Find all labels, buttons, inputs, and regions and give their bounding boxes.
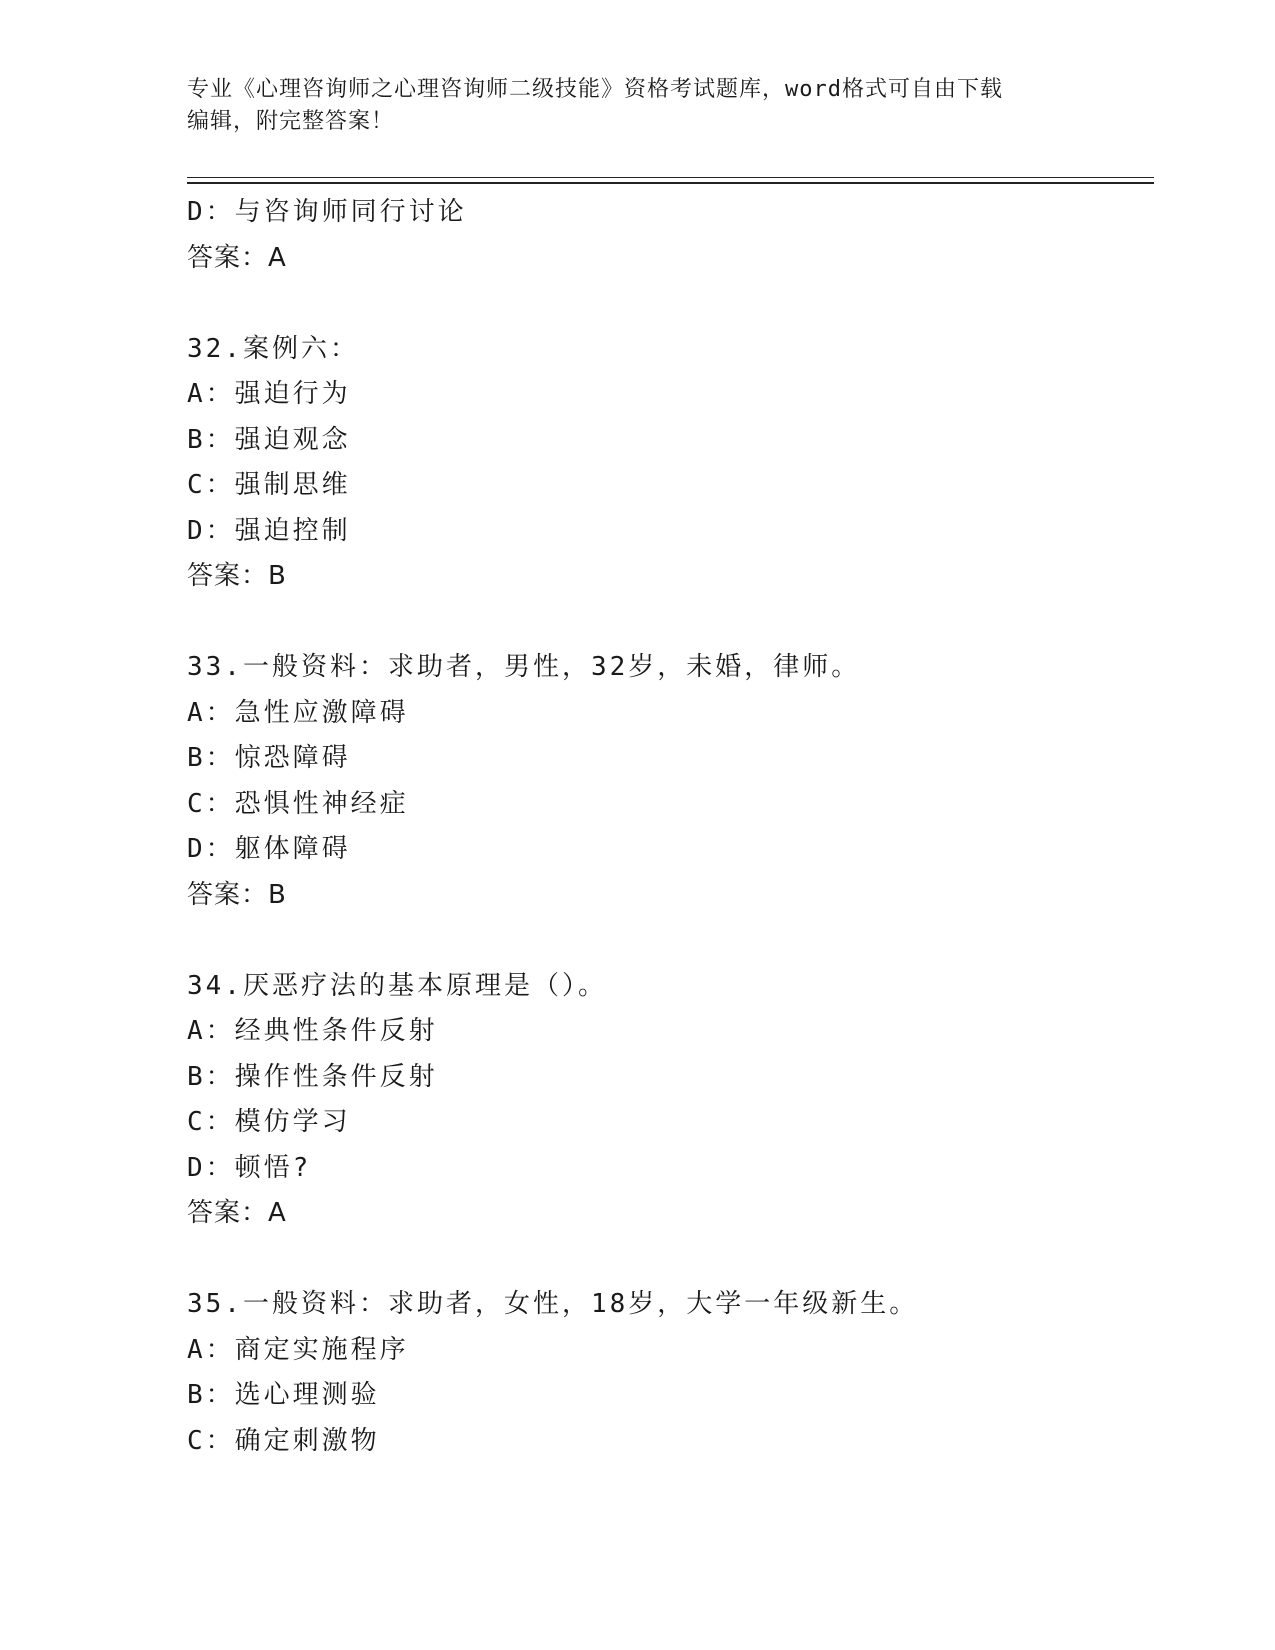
header-rule-thick — [187, 182, 1154, 184]
spacer — [187, 600, 1147, 646]
answer-line: 答案：A — [187, 1198, 287, 1228]
spacer — [187, 918, 1147, 964]
question-stem: 35.一般资料：求助者，女性，18岁，大学一年级新生。 — [187, 1289, 919, 1319]
question-block — [187, 1282, 1147, 1464]
spacer — [187, 281, 1147, 327]
header-rule-thin — [187, 177, 1154, 178]
option-a: A：强迫行为 — [187, 379, 351, 409]
question-block — [187, 964, 1147, 1237]
page-header — [187, 74, 1087, 138]
question-list — [187, 190, 1147, 1464]
option-a: A：经典性条件反射 — [187, 1016, 438, 1046]
question-stem: 34.厌恶疗法的基本原理是（）。 — [187, 970, 607, 1001]
option-c: C：模仿学习 — [187, 1107, 351, 1137]
answer-line: 答案：A — [187, 242, 287, 273]
option-c: C：恐惧性神经症 — [187, 788, 409, 819]
answer-line: 答案：B — [187, 879, 287, 910]
spacer — [187, 1237, 1147, 1283]
question-block — [187, 327, 1147, 600]
option-d: D：躯体障碍 — [187, 834, 351, 864]
header-line-2: 编辑，附完整答案！ — [187, 109, 395, 134]
option-c: C：强制思维 — [187, 470, 351, 500]
option-b: B：惊恐障碍 — [187, 743, 351, 773]
question-stem: 32.案例六： — [187, 333, 359, 364]
option-b: B：操作性条件反射 — [187, 1061, 438, 1092]
option-b: B：选心理测验 — [187, 1380, 380, 1410]
header-line-1: 专业《心理咨询师之心理咨询师二级技能》资格考试题库，word格式可自由下载 — [187, 77, 1003, 102]
option-a: A：商定实施程序 — [187, 1334, 409, 1365]
option-b: B：强迫观念 — [187, 424, 351, 455]
option-d: D：与咨询师同行讨论 — [187, 197, 467, 227]
option-c: C：确定刺激物 — [187, 1425, 380, 1456]
option-d: D：顿悟? — [187, 1152, 312, 1183]
question-block — [187, 645, 1147, 918]
answer-line: 答案：B — [187, 561, 287, 591]
option-a: A：急性应激障碍 — [187, 697, 409, 728]
question-stem: 33.一般资料：求助者，男性，32岁，未婚，律师。 — [187, 652, 861, 682]
option-d: D：强迫控制 — [187, 515, 351, 546]
